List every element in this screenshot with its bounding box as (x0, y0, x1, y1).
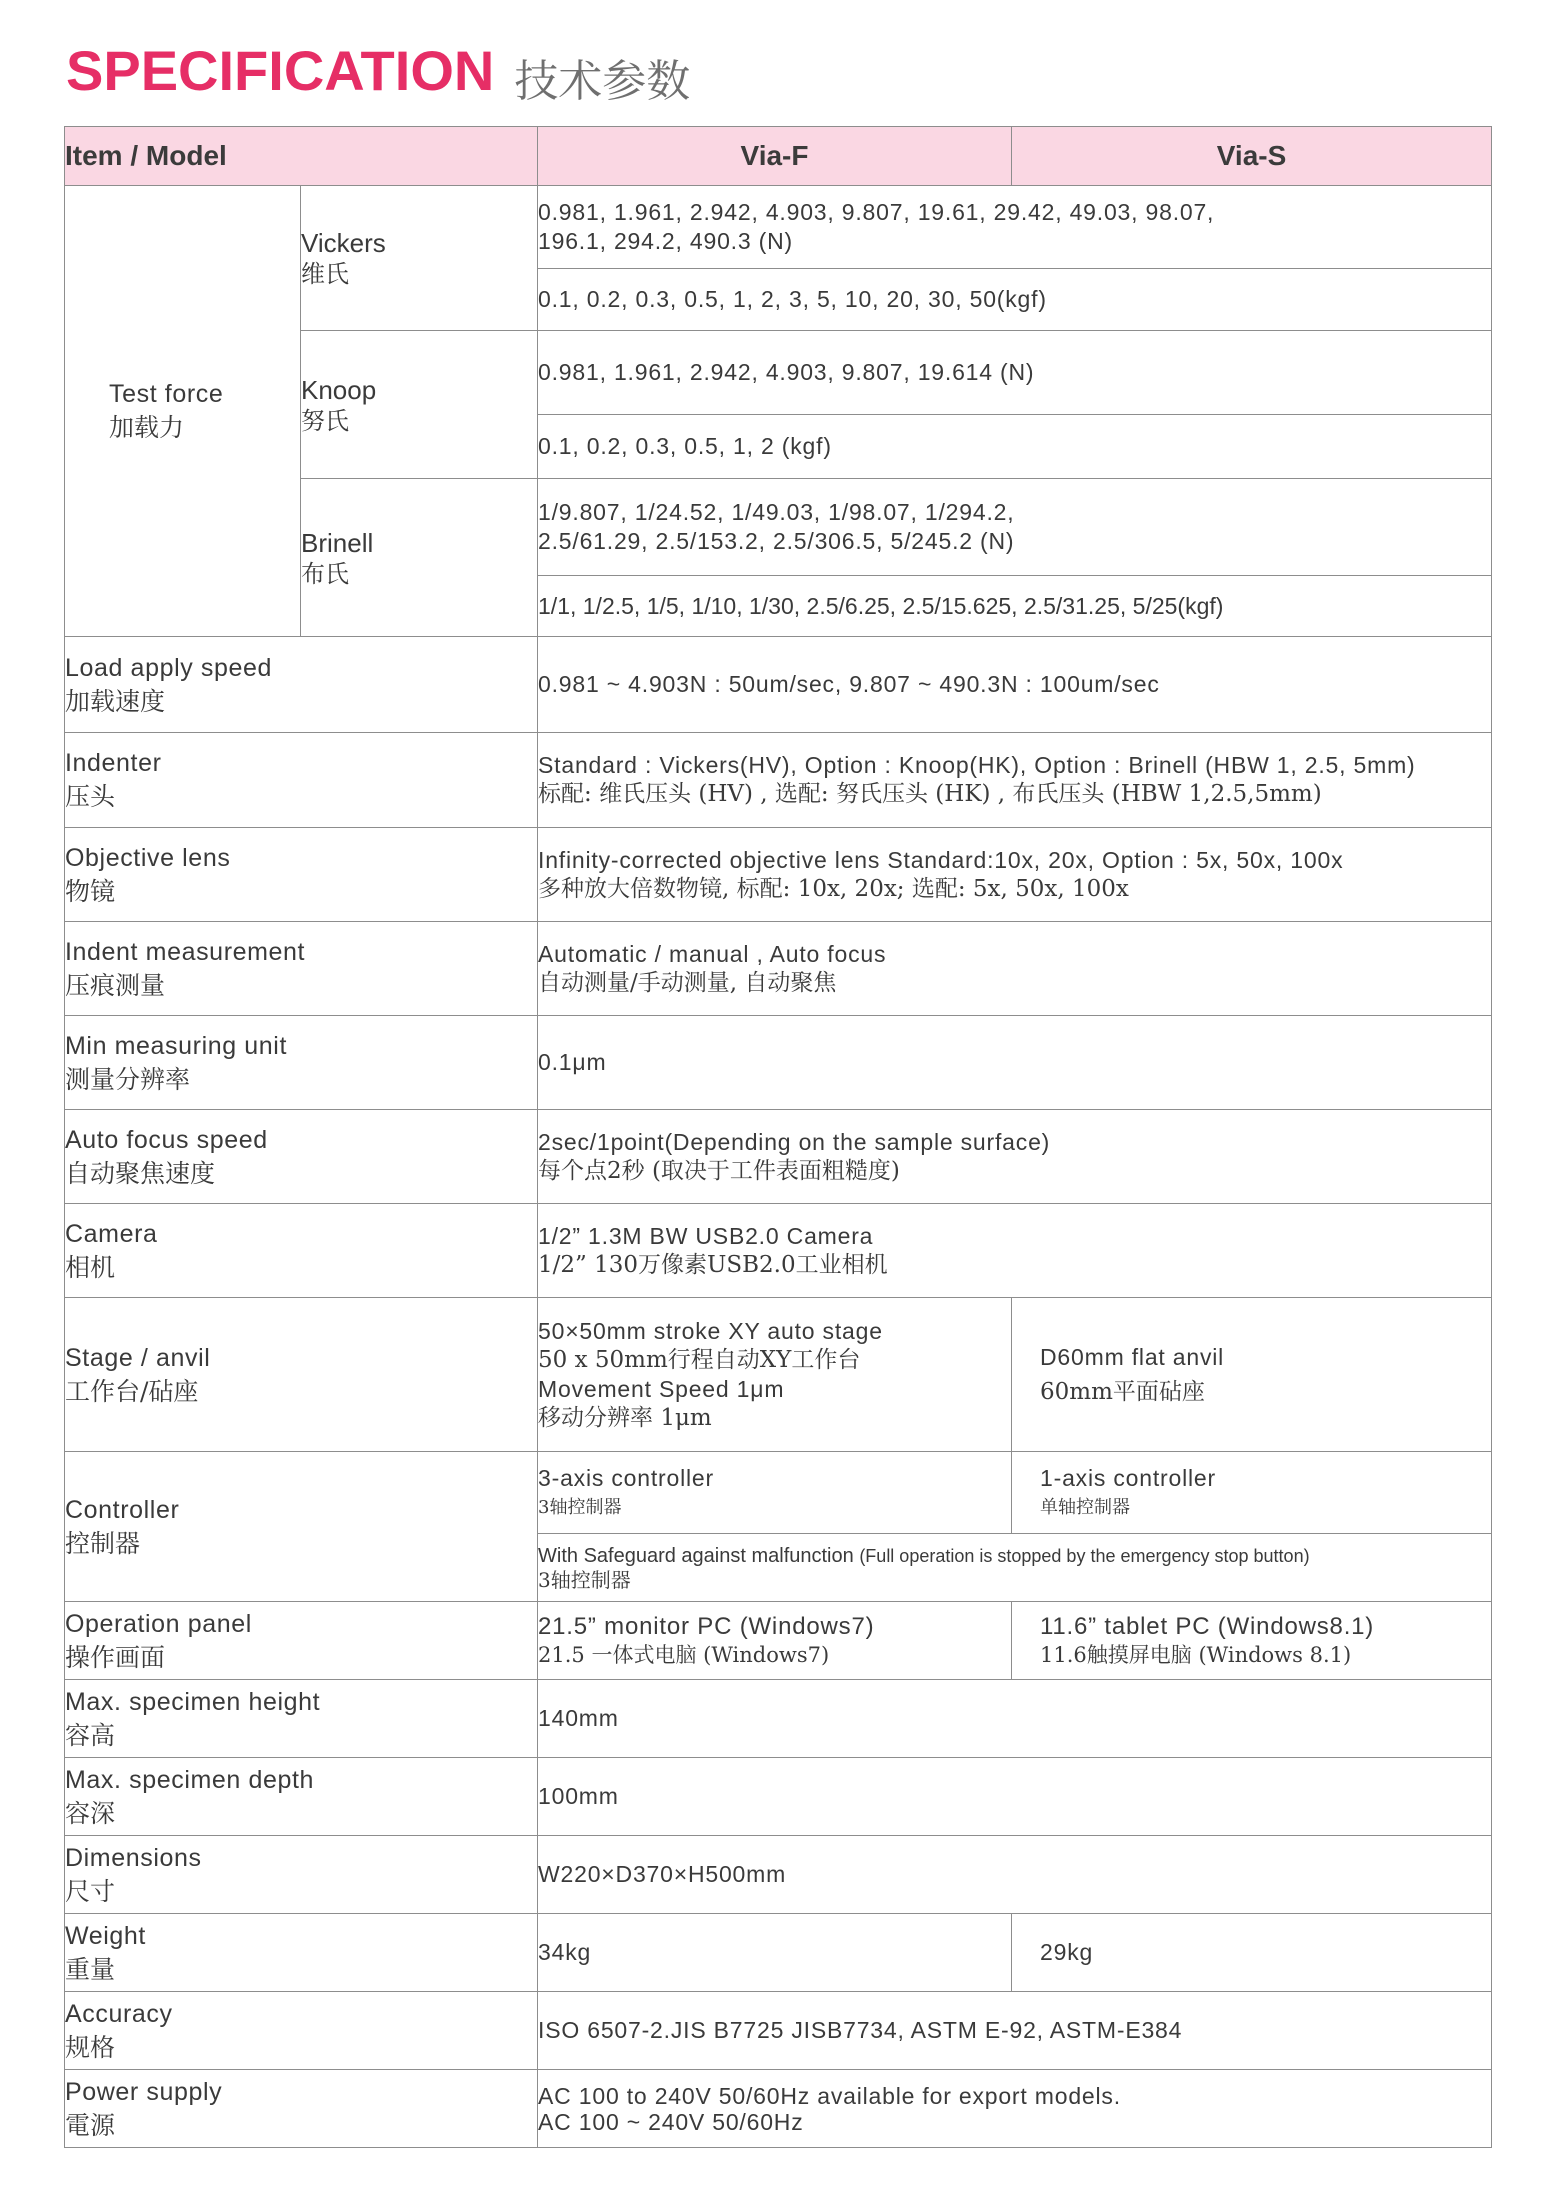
min-unit-label (65, 1016, 538, 1110)
controller-via-s (1012, 1452, 1492, 1534)
label-en: Indent measurement (65, 937, 306, 966)
load-speed-label (65, 637, 538, 733)
camera-label (65, 1204, 538, 1298)
knoop-label (301, 331, 538, 479)
value-line-cn: 3轴控制器 (538, 1496, 622, 1518)
objective-label (65, 828, 538, 922)
label-cn: 自动聚焦速度 (65, 1158, 216, 1188)
label-cn: 规格 (65, 2032, 116, 2062)
sub-cn: 维氏 (301, 260, 349, 288)
value-line-cn: 标配: 维氏压头 (HV) , 选配: 努氏压头 (HK) , 布氏压头 (HBW 1,2.5,5mm) (538, 781, 1322, 807)
depth-value: 100mm (538, 1758, 1492, 1836)
table-row (65, 1992, 1492, 2070)
page-title (66, 38, 690, 108)
load-speed-value: 0.981 ~ 4.903N : 50um/sec, 9.807 ~ 490.3N : 100um/sec (538, 637, 1492, 733)
table-row (65, 1602, 1492, 1680)
knoop-kgf-values: 0.1, 0.2, 0.3, 0.5, 1, 2 (kgf) (538, 415, 1492, 479)
value-line: 21.5” monitor PC (Windows7) (538, 1612, 875, 1640)
value-line-cn: 移动分辨率 1μm (538, 1404, 712, 1431)
controller-safeguard (538, 1534, 1492, 1602)
stage-via-f (538, 1298, 1012, 1452)
header-via-s: Via-S (1012, 127, 1492, 186)
table-row (65, 1914, 1492, 1992)
min-unit-value: 0.1μm (538, 1016, 1492, 1110)
label-en: Stage / anvil (65, 1343, 211, 1372)
table-row (65, 1110, 1492, 1204)
vickers-label (301, 186, 538, 331)
dimensions-value: W220×D370×H500mm (538, 1836, 1492, 1914)
safeguard-text: With Safeguard against malfunction (538, 1544, 854, 1567)
stage-label (65, 1298, 538, 1452)
value-line-cn: 50 x 50mm行程自动XY工作台 (538, 1346, 861, 1373)
header-item-model: Item / Model (65, 127, 538, 186)
label-cn: 测量分辨率 (65, 1064, 191, 1094)
label-cn: 尺寸 (65, 1876, 116, 1906)
label-en: Accuracy (65, 1999, 173, 2028)
value-line: AC 100 ~ 240V 50/60Hz (538, 2108, 804, 2135)
table-row (65, 1298, 1492, 1452)
label-en: Controller (65, 1495, 180, 1524)
weight-label (65, 1914, 538, 1992)
label-en: Min measuring unit (65, 1031, 288, 1060)
value-line-cn: 多种放大倍数物镜, 标配: 10x, 20x; 选配: 5x, 50x, 100x (538, 875, 1129, 902)
label-cn: 压痕测量 (65, 970, 166, 1000)
panel-via-f (538, 1602, 1012, 1680)
brinell-n-values (538, 479, 1492, 576)
label-en: Load apply speed (65, 653, 272, 682)
value-line: AC 100 to 240V 50/60Hz available for export models. (538, 2082, 1121, 2109)
accuracy-label (65, 1992, 538, 2070)
label-en: Weight (65, 1921, 146, 1950)
dimensions-label (65, 1836, 538, 1914)
af-speed-value (538, 1110, 1492, 1204)
label-en: Max. specimen height (65, 1687, 321, 1716)
af-speed-label (65, 1110, 538, 1204)
sub-en: Vickers (301, 228, 386, 258)
value-line-cn: 60mm平面砧座 (1040, 1378, 1205, 1405)
table-row (65, 828, 1492, 922)
value-line-cn: 1/2” 130万像素USB2.0工业相机 (538, 1251, 888, 1278)
knoop-n-values: 0.981, 1.961, 2.942, 4.903, 9.807, 19.614 (N) (538, 331, 1492, 415)
label-cn: 物镜 (65, 876, 116, 906)
value-line (538, 1544, 1491, 1568)
value-line-cn: 21.5 一体式电脑 (Windows7) (538, 1642, 830, 1667)
table-row (65, 922, 1492, 1016)
label-cn: 重量 (65, 1954, 116, 1984)
indenter-label (65, 733, 538, 828)
sub-en: Brinell (301, 527, 374, 558)
weight-via-s: 29kg (1012, 1914, 1492, 1992)
table-row (65, 1452, 1492, 1534)
table-row (65, 2070, 1492, 2148)
value-line-cn: 单轴控制器 (1040, 1496, 1131, 1518)
indent-measurement-value (538, 922, 1492, 1016)
safeguard-note: (Full operation is stopped by the emergency stop button) (859, 1545, 1310, 1566)
vickers-n-values (538, 186, 1492, 269)
title-chinese: 技术参数 (514, 55, 691, 107)
label-en: Auto focus speed (65, 1125, 268, 1154)
value-line: 2sec/1point(Depending on the sample surface) (538, 1128, 1051, 1155)
value-line-cn: 11.6触摸屏电脑 (Windows 8.1) (1040, 1642, 1352, 1667)
label-cn: 工作台/砧座 (65, 1376, 199, 1406)
value-line: 0.981, 1.961, 2.942, 4.903, 9.807, 19.61, 29.42, 49.03, 98.07, (538, 199, 1215, 225)
value-line: Movement Speed 1μm (538, 1375, 785, 1402)
label-en: Operation panel (65, 1609, 252, 1638)
value-line: 196.1, 294.2, 490.3 (N) (538, 228, 793, 254)
panel-via-s (1012, 1602, 1492, 1680)
value-line: Automatic / manual , Auto focus (538, 940, 887, 967)
label-en: Max. specimen depth (65, 1765, 315, 1794)
controller-via-f (538, 1452, 1012, 1534)
sub-cn: 布氏 (301, 559, 349, 588)
table-row (65, 1204, 1492, 1298)
height-label (65, 1680, 538, 1758)
sub-cn: 努氏 (301, 406, 349, 435)
objective-value (538, 828, 1492, 922)
title-english: SPECIFICATION (66, 39, 495, 102)
label-cn: 操作画面 (65, 1642, 166, 1672)
value-line-cn: 3轴控制器 (538, 1567, 631, 1592)
value-line-cn: 每个点2秒 (取决于工件表面粗糙度) (538, 1157, 900, 1184)
label-en: Camera (65, 1219, 158, 1248)
value-line: 1/9.807, 1/24.52, 1/49.03, 1/98.07, 1/294.2, (538, 499, 1015, 525)
controller-label (65, 1452, 538, 1602)
accuracy-value: ISO 6507-2.JIS B7725 JISB7734, ASTM E-92, ASTM-E384 (538, 1992, 1492, 2070)
weight-via-f: 34kg (538, 1914, 1012, 1992)
table-row (65, 1680, 1492, 1758)
brinell-label (301, 479, 538, 637)
depth-label (65, 1758, 538, 1836)
value-line: Standard : Vickers(HV), Option : Knoop(HK), Option : Brinell (HBW 1, 2.5, 5mm) (538, 752, 1416, 778)
label-cn: 压头 (65, 782, 116, 811)
label-en: Test force (109, 380, 224, 408)
panel-label (65, 1602, 538, 1680)
power-value (538, 2070, 1492, 2148)
label-cn: 加载力 (109, 413, 185, 442)
stage-via-s (1012, 1298, 1492, 1452)
value-line: 3-axis controller (538, 1464, 714, 1491)
label-cn: 控制器 (65, 1528, 141, 1558)
indent-measurement-label (65, 922, 538, 1016)
vickers-kgf-values: 0.1, 0.2, 0.3, 0.5, 1, 2, 3, 5, 10, 20, 30, 50(kgf) (538, 269, 1492, 331)
label-cn: 電源 (65, 2110, 116, 2140)
test-force-label (65, 186, 301, 637)
value-line: 50×50mm stroke XY auto stage (538, 1317, 883, 1344)
label-cn: 容高 (65, 1720, 116, 1750)
table-row (65, 186, 1492, 269)
spec-table (64, 126, 1492, 2148)
label-en: Power supply (65, 2077, 223, 2106)
table-row (65, 1758, 1492, 1836)
table-row (65, 1836, 1492, 1914)
label-en: Indenter (65, 749, 162, 777)
label-en: Objective lens (65, 843, 231, 872)
value-line: Infinity-corrected objective lens Standard:10x, 20x, Option : 5x, 50x, 100x (538, 846, 1344, 873)
value-line: 1/2” 1.3M BW USB2.0 Camera (538, 1222, 874, 1249)
value-line: 1-axis controller (1040, 1464, 1216, 1491)
label-en: Dimensions (65, 1843, 202, 1872)
value-line: 11.6” tablet PC (Windows8.1) (1040, 1612, 1375, 1640)
header-row (65, 127, 1492, 186)
power-label (65, 2070, 538, 2148)
value-line: 2.5/61.29, 2.5/153.2, 2.5/306.5, 5/245.2 (N) (538, 528, 1015, 554)
table-row (65, 733, 1492, 828)
height-value: 140mm (538, 1680, 1492, 1758)
value-line-cn: 自动测量/手动测量, 自动聚焦 (538, 969, 837, 996)
indenter-value (538, 733, 1492, 828)
value-line: D60mm flat anvil (1040, 1343, 1225, 1370)
table-row (65, 1016, 1492, 1110)
label-cn: 容深 (65, 1798, 116, 1828)
label-cn: 加载速度 (65, 686, 166, 716)
label-cn: 相机 (65, 1252, 116, 1282)
brinell-kgf-values: 1/1, 1/2.5, 1/5, 1/10, 1/30, 2.5/6.25, 2.5/15.625, 2.5/31.25, 5/25(kgf) (538, 576, 1492, 637)
camera-value (538, 1204, 1492, 1298)
sub-en: Knoop (301, 374, 377, 405)
table-row (65, 637, 1492, 733)
header-via-f: Via-F (538, 127, 1012, 186)
